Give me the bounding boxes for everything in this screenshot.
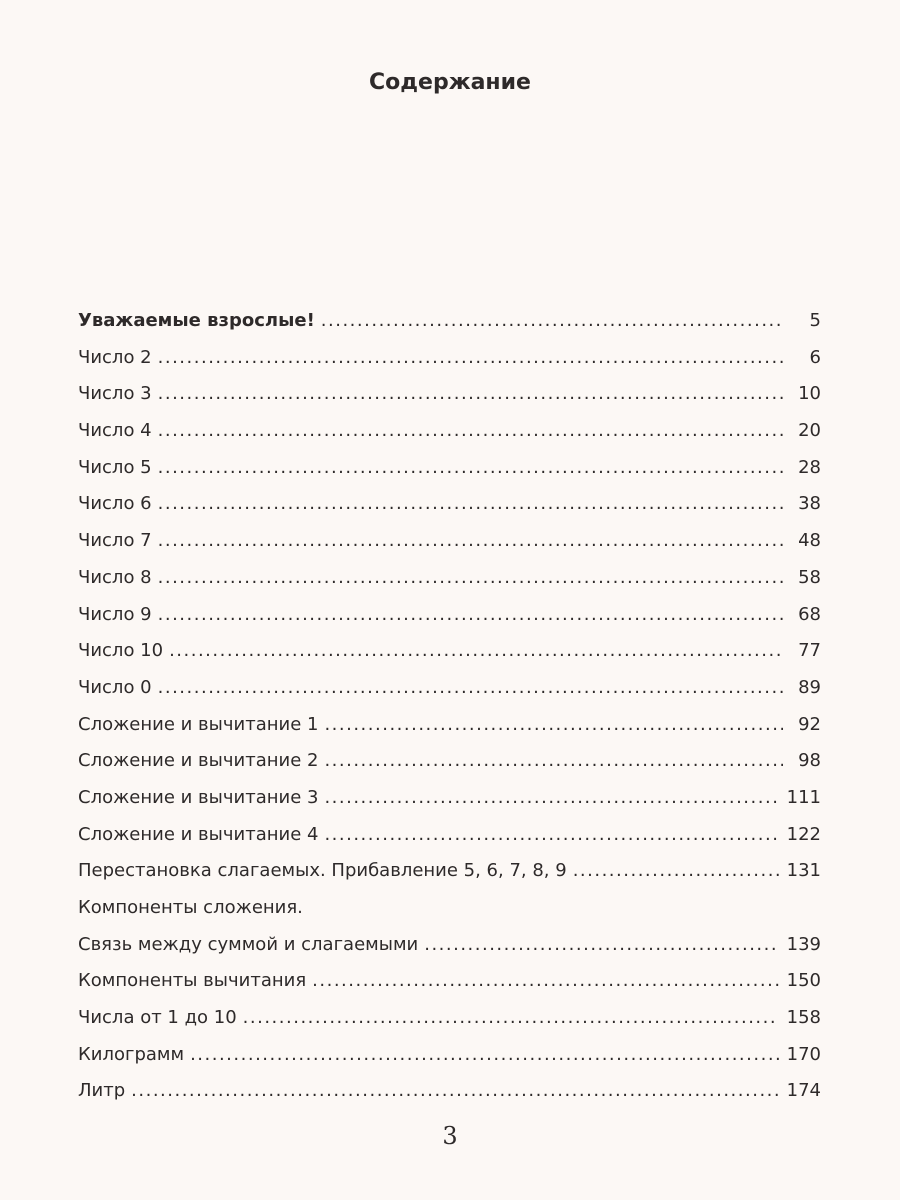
toc-entry-title: Сложение и вычитание 2 [78,750,319,772]
toc-entry-title: Числа от 1 до 10 [78,1007,237,1029]
dot-leader [158,530,783,551]
toc-entry [78,787,821,824]
toc-entry-page: 68 [798,603,821,625]
toc-entry-page: 89 [798,676,821,698]
toc-entry-title: Число 5 [78,456,152,478]
toc-entry [78,310,821,347]
table-of-contents [78,310,821,1117]
toc-entry [78,1044,821,1081]
toc-entry [78,1080,821,1117]
toc-entry-page: 158 [786,1007,821,1029]
toc-entry [78,530,821,567]
dot-leader [324,824,778,845]
toc-entry-page: 98 [798,750,821,772]
toc-entry-page: 6 [809,346,821,368]
toc-entry-title: Число 3 [78,383,152,405]
toc-entry-title: Число 2 [78,346,152,368]
toc-entry-page: 20 [798,420,821,442]
dot-leader [424,934,778,955]
toc-entry [78,934,821,971]
toc-entry-page: 48 [798,530,821,552]
toc-entry [78,824,821,861]
toc-entry-title: Число 9 [78,603,152,625]
toc-entry [78,493,821,530]
dot-leader [312,970,778,991]
toc-entry-title: Компоненты вычитания [78,970,307,992]
toc-entry-page: 170 [786,1043,821,1065]
dot-leader [158,383,783,404]
toc-entry [78,677,821,714]
toc-entry [78,604,821,641]
toc-entry [78,640,821,677]
toc-entry-title: Компоненты сложения. [78,897,303,918]
toc-entry [78,750,821,787]
page-number: 3 [442,1122,458,1150]
dot-leader [158,420,783,441]
toc-entry [78,860,821,897]
toc-entry [78,567,821,604]
toc-entry-page: 122 [786,823,821,845]
toc-entry-title: Сложение и вычитание 1 [78,713,319,735]
page-title: Содержание [369,70,531,95]
toc-entry [78,420,821,457]
dot-leader [131,1080,778,1101]
toc-entry-page: 111 [786,786,821,808]
toc-entry-page: 174 [786,1080,821,1102]
toc-entry-title: Число 10 [78,640,164,662]
toc-entry-title: Число 8 [78,566,152,588]
dot-leader [324,750,783,771]
dot-leader [324,714,783,735]
toc-entry-page: 139 [786,933,821,955]
toc-entry [78,897,821,934]
toc-entry [78,457,821,494]
dot-leader [321,310,783,331]
dot-leader [158,457,783,478]
dot-leader [158,567,783,588]
toc-entry-page: 58 [798,566,821,588]
dot-leader [158,347,783,368]
toc-entry-page: 38 [798,493,821,515]
toc-entry-title: Связь между суммой и слагаемыми [78,933,419,955]
toc-entry-title: Число 4 [78,420,152,442]
dot-leader [158,493,783,514]
toc-entry [78,347,821,384]
toc-entry-title: Килограмм [78,1043,185,1065]
toc-entry-page: 77 [798,640,821,662]
dot-leader [324,787,778,808]
dot-leader [190,1044,779,1065]
toc-entry-title: Число 6 [78,493,152,515]
dot-leader [573,860,779,881]
dot-leader [169,640,783,661]
toc-entry-title: Литр [78,1080,126,1102]
toc-entry-title: Число 7 [78,530,152,552]
toc-entry [78,714,821,751]
toc-entry-page: 150 [786,970,821,992]
toc-entry-title: Уважаемые взрослые! [78,310,315,331]
dot-leader [158,604,783,625]
toc-entry-page: 131 [786,860,821,882]
dot-leader [243,1007,779,1028]
toc-entry [78,970,821,1007]
toc-entry [78,383,821,420]
toc-entry-page: 92 [798,713,821,735]
dot-leader [158,677,783,698]
toc-entry [78,1007,821,1044]
toc-entry-page: 10 [798,383,821,405]
toc-entry-title: Сложение и вычитание 3 [78,786,319,808]
toc-entry-title: Сложение и вычитание 4 [78,823,319,845]
toc-entry-title: Число 0 [78,676,152,698]
toc-entry-title: Перестановка слагаемых. Прибавление 5, 6, 7, 8, 9 [78,860,567,882]
toc-entry-page: 28 [798,456,821,478]
toc-entry-page: 5 [809,310,821,331]
